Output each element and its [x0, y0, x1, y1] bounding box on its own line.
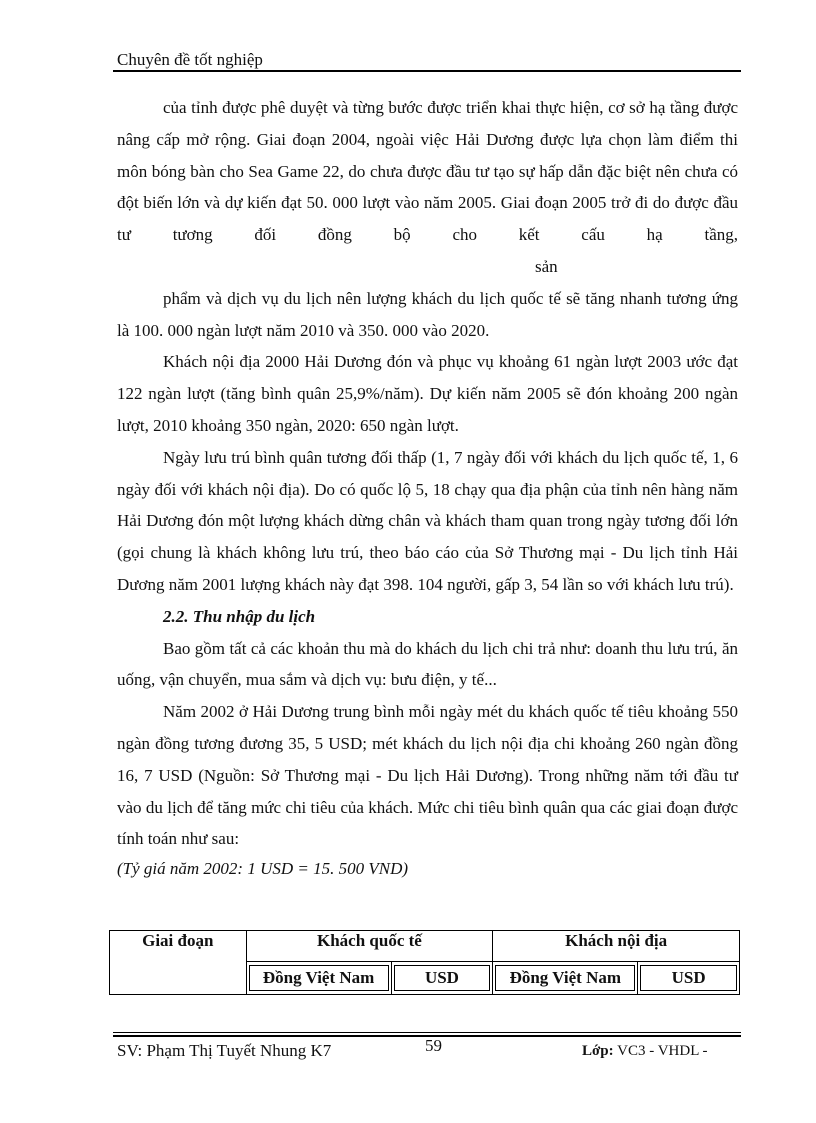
footer-class	[582, 1043, 708, 1060]
paragraph-4: Ngày lưu trú bình quân tương đối thấp (1, 7 ngày đối với khách du lịch quốc tế, 1, 6 ngày đối với khách nội địa). Do có quốc lộ 5, 18 chạy qua địa phận của tỉnh nên hàng năm Hải Dương đón một lượng khách dừng chân và khách tham quan trong ngày tương đối lớn (gọi chung là khách không lưu trú, theo báo cáo của Sở Thương mại - Du lịch tỉnh Hải Dương năm 2001 lượng khách này đạt 398. 104 người, gấp 3, 54 lần so với khách lưu trú).	[117, 447, 738, 594]
spending-table	[109, 930, 740, 995]
document-body	[117, 92, 738, 883]
section-heading: 2.2. Thu nhập du lịch	[163, 606, 316, 626]
header-divider	[113, 70, 741, 72]
table-header-row	[110, 931, 740, 962]
header-domestic: Khách nội địa	[493, 931, 740, 962]
paragraph-2: phẩm và dịch vụ du lịch nên lượng khách du lịch quốc tế sẽ tăng nhanh tương ứng là 100. 000 ngàn lượt năm 2010 và 350. 000 vào 2020.	[117, 288, 738, 340]
paragraph-3: Khách nội địa 2000 Hải Dương đón và phục vụ khoảng 61 ngàn lượt 2003 ước đạt 122 ngàn lượt (tăng bình quân 25,9%/năm). Dự kiến năm 2005 sẽ đón khoảng 200 ngàn lượt, 2010 khoảng 350 ngàn, 2020: 650 ngàn lượt.	[117, 352, 738, 435]
footer-student-name: SV: Phạm Thị Tuyết Nhung K7	[117, 1041, 332, 1060]
paragraph-6: Năm 2002 ở Hải Dương trung bình mỗi ngày mét du khách quốc tế tiêu khoảng 550 ngàn đồng tương đương 35, 5 USD; mét khách du lịch nội địa chi khoảng 260 ngàn đồng 16, 7 USD (Nguồn: Sở Thương mại - Du lịch Hải Dương). Trong những năm tới đầu tư vào du lịch để tăng mức chi tiêu của khách. Mức chi tiêu bình quân qua các giai đoạn được tính toán như sau:	[117, 702, 738, 849]
footer-divider-thin	[113, 1032, 741, 1033]
footer-class-value: VC3 - VHDL -	[613, 1043, 708, 1059]
paragraph-1	[117, 92, 738, 283]
paragraph-1-text: của tỉnh được phê duyệt và từng bước được triển khai thực hiện, cơ sở hạ tầng được nâng cấp mở rộng. Giai đoạn 2004, ngoài việc Hải Dương được lựa chọn làm điểm thi môn bóng bàn cho Sea Game 22, do chưa được đầu tư tạo sự hấp dẫn đặc biệt nên chưa có đột biến lớn và dự kiến đạt 50. 000 lượt vào năm 2005. Giai đoạn 2005 trở đi do được đầu tư tương đối đồng bộ cho kết cấu hạ tầng,	[117, 98, 738, 245]
page-number: 59	[425, 1036, 442, 1055]
footer-class-label: Lớp:	[582, 1043, 614, 1059]
header-international: Khách quốc tế	[246, 931, 493, 962]
subheader-vnd-domestic: Đồng Việt Nam	[493, 962, 638, 995]
paragraph-1-end: sản	[535, 256, 558, 276]
subheader-usd-domestic: USD	[638, 962, 740, 995]
subheader-vnd-international: Đồng Việt Nam	[246, 962, 391, 995]
subheader-usd-international: USD	[391, 962, 493, 995]
header-period: Giai đoạn	[110, 931, 247, 995]
page-header-title: Chuyên đề tốt nghiệp	[117, 50, 263, 69]
paragraph-5: Bao gồm tất cả các khoản thu mà do khách du lịch chi trả như: doanh thu lưu trú, ăn uống, vận chuyển, mua sắm và dịch vụ: bưu điện, y tế...	[117, 638, 738, 690]
exchange-rate-note: (Tỷ giá năm 2002: 1 USD = 15. 500 VND)	[117, 859, 409, 879]
